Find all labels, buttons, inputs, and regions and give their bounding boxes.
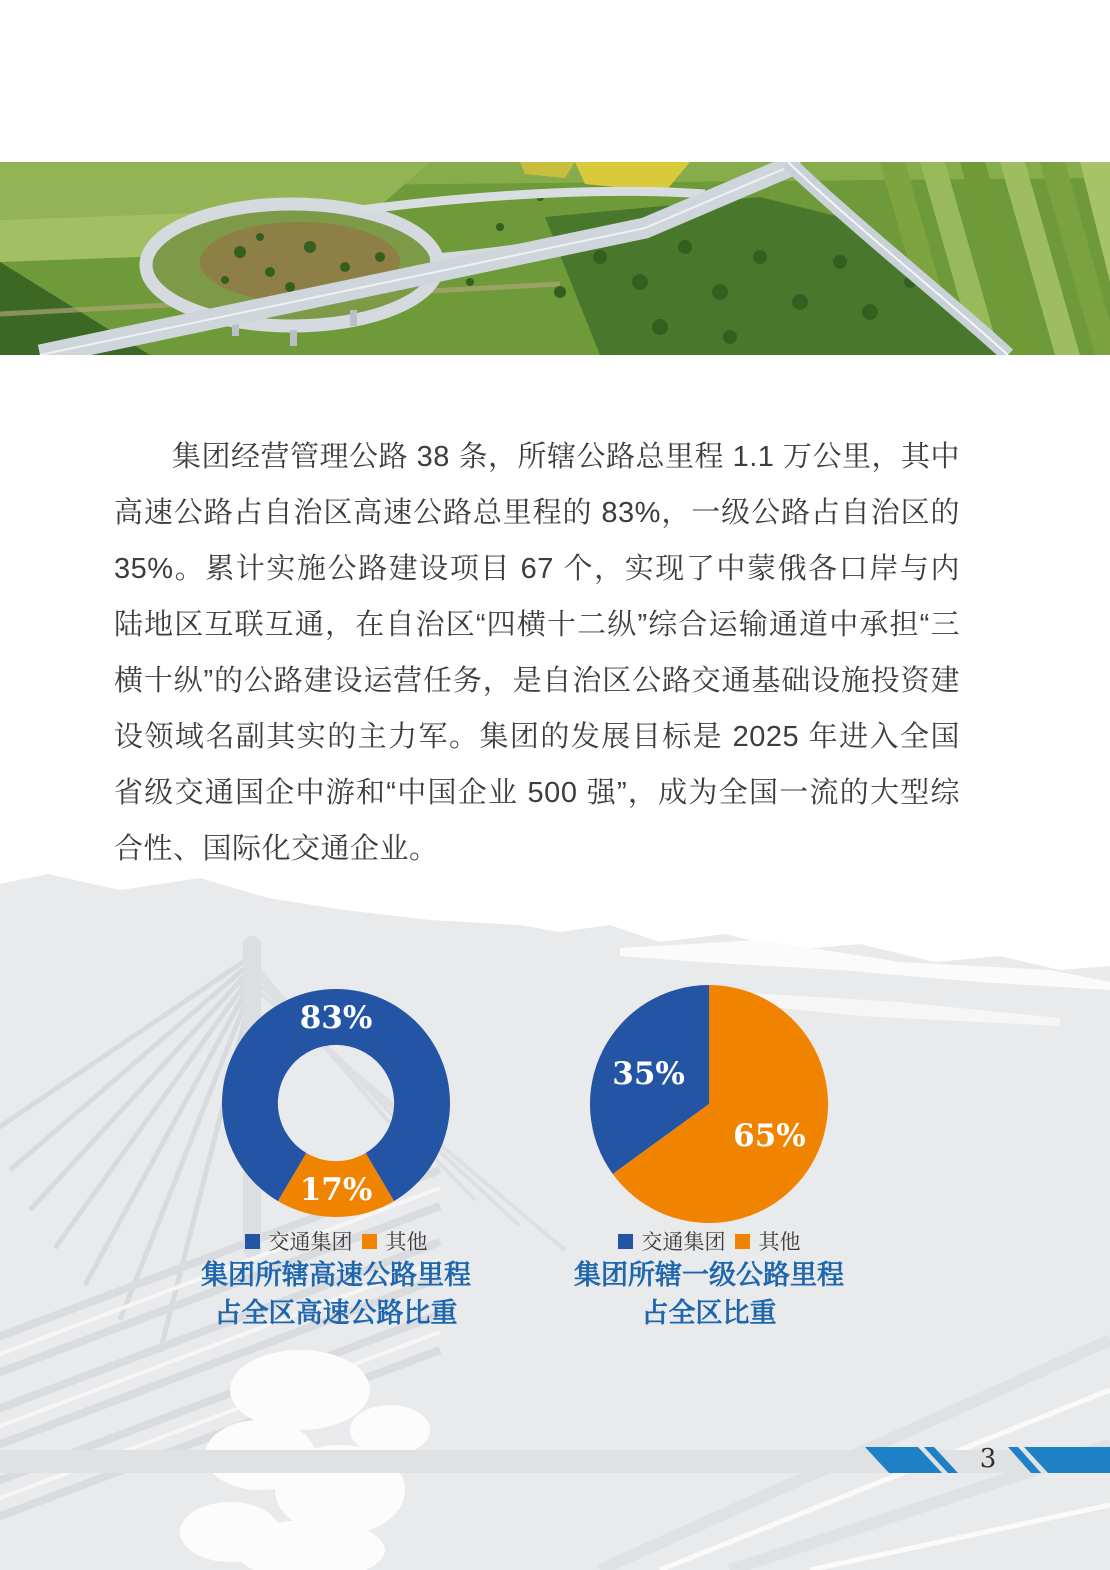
caption-line: 集团所辖高速公路里程 <box>201 1260 471 1291</box>
legend-swatch-group <box>245 1234 260 1249</box>
legend-swatch-group <box>618 1234 633 1249</box>
donut-chart-highway-share <box>206 973 466 1233</box>
legend-label-other: 其他 <box>758 1231 801 1254</box>
body-paragraph: 集团经营管理公路 38 条，所辖公路总里程 1.1 万公里，其中高速公路占自治区高速公路总里程的 83%，一级公路占自治区的 35%。累计实施公路建设项目 67 个，实现了中蒙俄各口岸与内陆地区互联互通，在自治区“四横十二纵”综合运输通道中承担“三横十纵”的公路建设运营任务，是自治区公路交通基础设施投资建设领域名副其实的主力军。集团的发展目标是 2025 年进入全国省级交通国企中游和“中国企业 500 强”，成为全国一流的大型综合性、国际化交通企业。 <box>114 441 960 865</box>
interchange-photo <box>0 162 1110 355</box>
slice-label: 17% <box>299 1172 373 1209</box>
slice-label: 35% <box>612 1056 685 1093</box>
chart-legend <box>206 1230 466 1252</box>
caption-line: 集团所辖一级公路里程 <box>574 1260 844 1291</box>
slice-label: 65% <box>733 1117 806 1154</box>
pie-chart-grade1-share <box>584 979 834 1229</box>
caption-line: 占全区高速公路比重 <box>214 1298 458 1329</box>
chart-caption <box>534 1257 884 1333</box>
slice-label: 83% <box>299 999 373 1036</box>
legend-label-other: 其他 <box>385 1231 428 1254</box>
caption-line: 占全区比重 <box>641 1298 777 1329</box>
legend-swatch-other <box>735 1234 750 1249</box>
chart-legend <box>584 1230 834 1252</box>
page-number: 3 <box>979 1444 997 1474</box>
legend-swatch-other <box>362 1234 377 1249</box>
chart-caption <box>156 1257 516 1333</box>
legend-label-group: 交通集团 <box>641 1231 726 1254</box>
legend-label-group: 交通集团 <box>268 1231 353 1254</box>
